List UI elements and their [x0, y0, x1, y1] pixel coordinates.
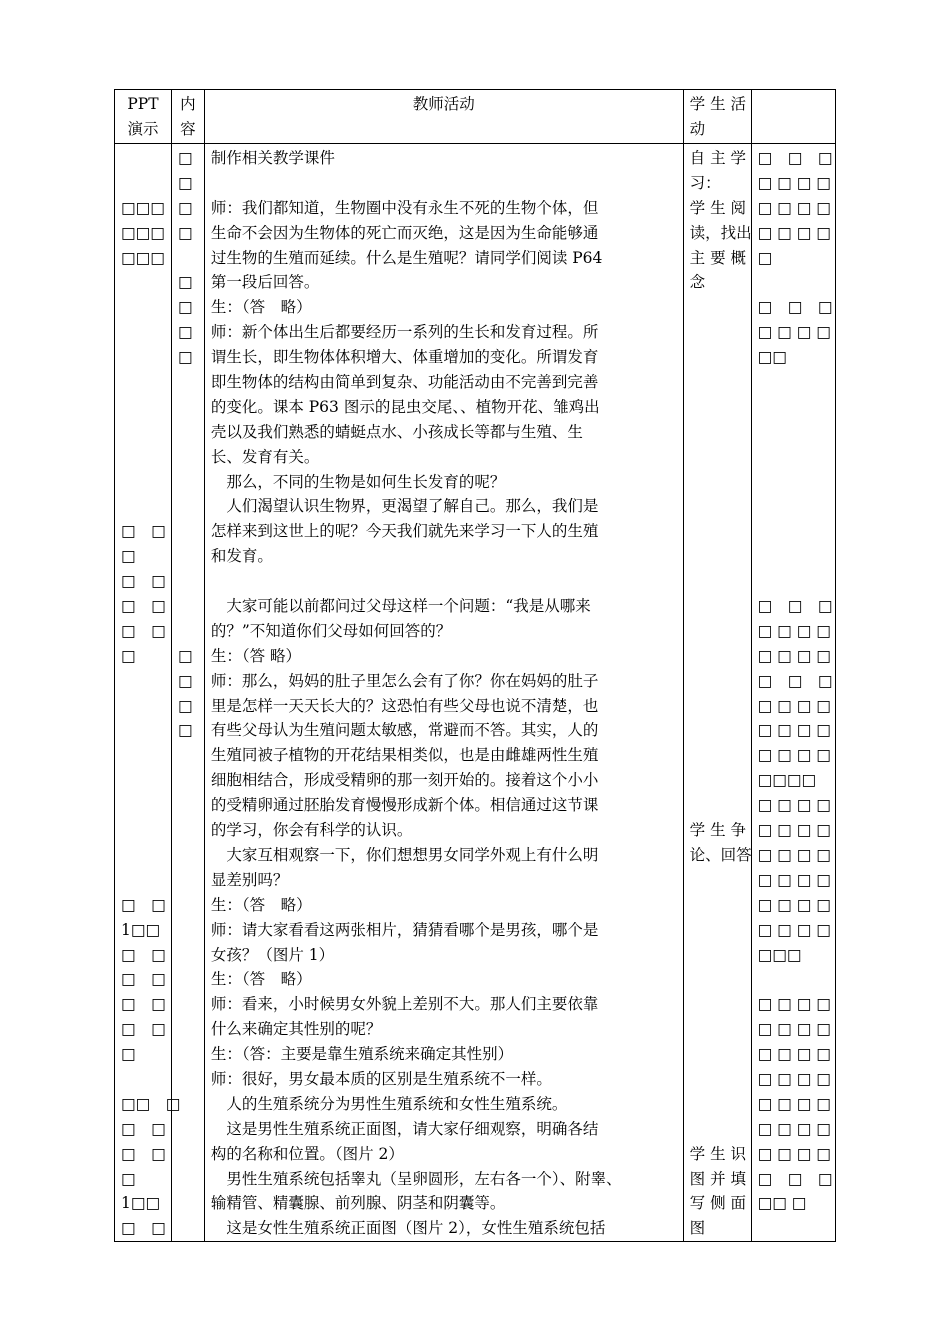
notes-cell-line: □ □ □ □	[757, 1094, 831, 1113]
notes-cell-line	[758, 395, 829, 420]
ppt-cell-line: □ □	[121, 522, 166, 541]
ppt-cell-line: □ □	[121, 597, 166, 616]
notes-cell-line: □ □ □ □	[757, 198, 831, 217]
content-cell-line: □	[177, 223, 193, 242]
ppt-cell-line	[121, 146, 165, 171]
notes-cell-line: □ □ □	[757, 149, 833, 167]
content-cell-line	[178, 594, 198, 619]
notes-cell-line: □ □ □ □	[757, 995, 831, 1014]
ppt-cell-line	[121, 843, 165, 868]
student-text-line	[690, 1092, 745, 1117]
teacher-activity-column	[204, 144, 683, 1242]
ppt-cell-line: □□□	[121, 223, 165, 242]
content-cell-line	[178, 519, 198, 544]
student-text-line	[690, 644, 745, 669]
student-text-line: 学 生 阅	[689, 198, 747, 217]
teacher-text-line: 女孩？（图片 1）	[210, 945, 335, 964]
content-cell-line	[178, 843, 198, 868]
content-cell-line	[178, 1092, 198, 1117]
teacher-text-line: 长、发育有关。	[210, 447, 320, 466]
ppt-cell-line: □ □	[121, 572, 166, 591]
notes-cell-line	[758, 544, 829, 569]
ppt-cell-line: □ □	[121, 945, 166, 964]
content-cell-line: □	[177, 646, 193, 665]
student-activity-column	[683, 144, 751, 1242]
ppt-column	[115, 144, 181, 1242]
student-text-line: 读，找出	[689, 223, 752, 242]
teacher-text-line: 生殖同被子植物的开花结果相类似，也是由雌雄两性生殖	[210, 746, 599, 765]
teacher-text-line: 男性生殖系统包括睾丸（呈卵圆形，左右各一个）、附睾、	[210, 1169, 622, 1188]
ppt-cell-line: □□□	[121, 248, 165, 267]
ppt-cell-line	[121, 718, 165, 743]
student-text-line	[690, 370, 745, 395]
content-cell-line	[178, 569, 198, 594]
student-text-line	[690, 594, 745, 619]
student-text-line	[690, 967, 745, 992]
ppt-cell-line	[121, 768, 165, 793]
teacher-text-line: 生：（答 略）	[210, 970, 312, 989]
content-cell-line	[178, 918, 198, 943]
student-text-line	[690, 718, 745, 743]
student-text-line: 图	[689, 1219, 706, 1238]
notes-cell-line: □ □ □ □	[757, 621, 831, 640]
notes-cell-line: □ □ □ □	[757, 1069, 831, 1088]
table-body-row	[115, 144, 836, 1242]
content-cell-line: □	[177, 149, 193, 167]
header-notes	[751, 90, 835, 144]
ppt-cell-line	[121, 420, 165, 445]
ppt-cell-line	[121, 669, 165, 694]
teacher-text-line: 过生物的生殖而延续。什么是生殖呢？请同学们阅读 P64	[210, 248, 603, 267]
student-text-line	[690, 694, 745, 719]
header-teacher-label: 教师活动	[412, 95, 475, 113]
teacher-text-line: 师：请大家看看这两张相片，猜猜看哪个是男孩，哪个是	[210, 920, 599, 939]
student-text-line	[690, 1117, 745, 1142]
notes-cell-line: □ □ □ □	[757, 323, 831, 342]
notes-cell-line: □ □ □	[757, 597, 833, 616]
notes-cell-line: □ □ □	[757, 1169, 833, 1188]
ppt-cell-line: □ □	[121, 1144, 166, 1163]
notes-cell-line: □ □ □ □	[757, 796, 831, 815]
notes-cell-line	[758, 370, 829, 395]
student-text-line: 论、回答	[689, 845, 752, 864]
header-ppt-label: PPT	[127, 95, 159, 113]
student-text-line	[690, 918, 745, 943]
content-cell-line	[178, 1117, 198, 1142]
ppt-cell-line	[121, 494, 165, 519]
ppt-cell-line	[121, 370, 165, 395]
notes-cell-line: □ □ □ □	[757, 821, 831, 840]
header-student-label-2: 动	[689, 119, 706, 138]
ppt-cell-line: □□ □	[121, 1094, 181, 1113]
teacher-text-line: 生：（答 略）	[210, 298, 312, 317]
student-text-line	[690, 494, 745, 519]
student-text-line	[690, 569, 745, 594]
ppt-cell-line	[121, 270, 165, 295]
content-cell-line	[178, 445, 198, 470]
ppt-cell-line: □ □	[121, 995, 166, 1014]
notes-cell-line: □□	[757, 348, 787, 367]
header-student-label-1: 学 生 活	[689, 95, 747, 113]
content-cell-line	[178, 619, 198, 644]
content-cell-line: □	[177, 173, 193, 192]
student-text-line	[690, 420, 745, 445]
ppt-cell-line	[121, 694, 165, 719]
notes-cell-line	[758, 1216, 829, 1241]
teacher-text-line	[211, 171, 677, 196]
ppt-cell-line	[121, 295, 165, 320]
student-text-line	[690, 1067, 745, 1092]
notes-cell-line: □ □ □ □	[757, 920, 831, 939]
notes-cell-line: □ □ □	[757, 671, 833, 690]
header-teacher-activity	[204, 90, 683, 144]
student-text-line	[690, 768, 745, 793]
teacher-text-line: 这是女性生殖系统正面图（图片 2），女性生殖系统包括	[210, 1219, 606, 1238]
ppt-cell-line	[121, 793, 165, 818]
notes-cell-line: □ □ □ □	[757, 173, 831, 192]
teacher-text-line: 显差别吗？	[210, 870, 289, 889]
teacher-text-line: 生：（答：主要是靠生殖系统来确定其性别）	[210, 1045, 514, 1064]
ppt-cell-line: □ □	[121, 1119, 166, 1138]
lesson-plan-table	[114, 89, 836, 1242]
teacher-text-line: 的学习，你会有科学的认识。	[210, 821, 413, 840]
notes-cell-line: □ □ □ □	[757, 646, 831, 665]
student-text-line: 图 并 填	[689, 1169, 747, 1188]
header-content-label-2: 容	[180, 119, 196, 138]
student-text-line: 写 侧 面	[689, 1194, 747, 1213]
student-text-line	[690, 345, 745, 370]
notes-cell-line: □ □ □ □	[757, 746, 831, 765]
ppt-cell-line: □ □	[121, 621, 166, 640]
student-text-line	[690, 519, 745, 544]
student-text-line	[690, 1042, 745, 1067]
teacher-text-line: 大家互相观察一下，你们想想男女同学外观上有什么明	[210, 845, 599, 864]
content-cell-line	[178, 743, 198, 768]
student-text-line: 念	[689, 273, 706, 292]
ppt-cell-line	[121, 868, 165, 893]
teacher-text-line: 生：（答 略）	[210, 895, 312, 914]
ppt-cell-line: □ □	[121, 1219, 166, 1238]
header-ppt-demo	[115, 90, 172, 144]
content-cell-line: □	[177, 323, 193, 342]
student-text-line	[690, 743, 745, 768]
teacher-text-line: 人的生殖系统分为男性生殖系统和女性生殖系统。	[210, 1094, 568, 1113]
notes-cell-line: □ □ □	[757, 298, 833, 317]
ppt-cell-line	[121, 445, 165, 470]
header-content-label-1: 内	[180, 95, 196, 113]
teacher-text-line: 人们渴望认识生物界，更渴望了解自己。那么，我们是	[210, 497, 599, 516]
teacher-text-line: 大家可能以前都问过父母这样一个问题：“我是从哪来	[210, 597, 591, 616]
teacher-text-line: 的受精卵通过胚胎发育慢慢形成新个体。相信通过这节课	[210, 796, 599, 815]
teacher-text-line: 第一段后回答。	[210, 273, 320, 292]
content-cell-line	[178, 1191, 198, 1216]
notes-cell-line	[758, 445, 829, 470]
teacher-text-line: 输精管、精囊腺、前列腺、阴茎和阴囊等。	[210, 1194, 506, 1213]
ppt-cell-line: □ □	[121, 1020, 166, 1039]
teacher-text-line: 师：那么，妈妈的肚子里怎么会有了你？你在妈妈的肚子	[210, 671, 599, 690]
content-cell-line: □	[177, 721, 193, 740]
teacher-text-line: 师：我们都知道，生物圈中没有永生不死的生物个体，但	[210, 198, 599, 217]
teacher-text-line: 的变化。课本 P63 图示的昆虫交尾、、植物开花、雏鸡出	[210, 397, 600, 416]
content-cell-line	[178, 967, 198, 992]
ppt-cell-line	[121, 171, 165, 196]
student-text-line	[690, 943, 745, 968]
content-cell-line	[178, 992, 198, 1017]
notes-cell-line	[758, 270, 829, 295]
ppt-cell-line	[121, 470, 165, 495]
content-cell-line: □	[177, 198, 193, 217]
notes-cell-line: □ □ □ □	[757, 1020, 831, 1039]
notes-cell-line	[758, 470, 829, 495]
content-cell-line	[178, 1017, 198, 1042]
header-demo-label: 演示	[127, 119, 159, 138]
teacher-text-line: 什么来确定其性别的呢？	[210, 1020, 382, 1039]
notes-column	[751, 144, 835, 1242]
ppt-cell-line	[121, 818, 165, 843]
notes-cell-line: □ □ □ □	[757, 895, 831, 914]
content-cell-line	[178, 544, 198, 569]
teacher-text-line: 这是男性生殖系统正面图，请大家仔细观察，明确各结	[210, 1119, 599, 1138]
notes-cell-line: □ □ □ □	[757, 1144, 831, 1163]
teacher-text-line	[211, 569, 677, 594]
notes-cell-line: □ □ □ □	[757, 870, 831, 889]
ppt-cell-line: □	[121, 1169, 136, 1188]
content-column	[171, 144, 204, 1242]
teacher-text-line: 生：（答 略）	[210, 646, 302, 665]
notes-cell-line	[758, 569, 829, 594]
notes-cell-line: □ □ □ □	[757, 696, 831, 715]
content-cell-line: □	[177, 298, 193, 317]
content-cell-line: □	[177, 348, 193, 367]
teacher-text-line: 壳以及我们熟悉的蜻蜓点水、小孩成长等都与生殖、生	[210, 422, 583, 441]
teacher-text-line: 和发育。	[210, 547, 273, 566]
teacher-text-line: 细胞相结合，形成受精卵的那一刻开始的。接着这个小小	[210, 771, 599, 790]
content-cell-line	[178, 1042, 198, 1067]
content-cell-line: □	[177, 273, 193, 292]
teacher-text-line: 有些父母认为生殖问题太敏感，常避而不答。其实，人的	[210, 721, 599, 740]
teacher-text-line: 里是怎样一天天长大的？这恐怕有些父母也说不清楚，也	[210, 696, 599, 715]
header-notes-label	[758, 92, 829, 117]
content-cell-line	[178, 893, 198, 918]
ppt-cell-line	[121, 395, 165, 420]
teacher-text-line: 师：新个体出生后都要经历一系列的生长和发育过程。所	[210, 323, 599, 342]
ppt-cell-line	[121, 743, 165, 768]
student-text-line	[690, 395, 745, 420]
content-cell-line: □	[177, 671, 193, 690]
content-cell-line	[178, 868, 198, 893]
teacher-text-line: 生命不会因为生物体的死亡而灭绝，这是因为生命能够通	[210, 223, 599, 242]
content-cell-line	[178, 246, 198, 271]
student-text-line: 习：	[689, 173, 721, 192]
student-text-line	[690, 320, 745, 345]
student-text-line	[690, 619, 745, 644]
notes-cell-line	[758, 967, 829, 992]
ppt-cell-line: □	[121, 646, 136, 665]
student-text-line: 自 主 学	[689, 149, 747, 167]
teacher-text-line: 那么，不同的生物是如何生长发育的呢？	[210, 472, 506, 491]
teacher-text-line: 谓生长，即生物体体积增大、体重增加的变化。所谓发育	[210, 348, 599, 367]
student-text-line	[690, 1017, 745, 1042]
student-text-line	[690, 445, 745, 470]
student-text-line	[690, 893, 745, 918]
content-cell-line	[178, 818, 198, 843]
notes-cell-line: □□□	[757, 945, 802, 964]
student-text-line	[690, 992, 745, 1017]
ppt-cell-line: 1□□	[121, 920, 161, 939]
teacher-text-line: 师：很好，男女最本质的区别是生殖系统不一样。	[210, 1069, 552, 1088]
content-cell-line	[178, 395, 198, 420]
ppt-cell-line: □	[121, 1045, 136, 1064]
teacher-text-line: 的？”不知道你们父母如何回答的？	[210, 621, 452, 640]
notes-cell-line: □ □ □ □	[757, 1119, 831, 1138]
content-cell-line	[178, 793, 198, 818]
content-cell-line	[178, 1067, 198, 1092]
student-text-line	[690, 868, 745, 893]
teacher-text-line: 构的名称和位置。（图片 2）	[210, 1144, 404, 1163]
notes-cell-line: □ □ □ □	[757, 845, 831, 864]
notes-cell-line: □ □ □ □	[757, 721, 831, 740]
ppt-cell-line: □	[121, 547, 136, 566]
student-text-line	[690, 470, 745, 495]
notes-cell-line: □	[757, 248, 773, 267]
notes-cell-line	[758, 420, 829, 445]
content-cell-line	[178, 768, 198, 793]
student-text-line	[690, 793, 745, 818]
student-text-line	[690, 669, 745, 694]
notes-cell-line	[758, 494, 829, 519]
student-text-line: 主 要 概	[689, 248, 747, 267]
header-student-activity	[683, 90, 751, 144]
notes-cell-line: □ □ □ □	[757, 223, 831, 242]
teacher-text-line: 即生物体的结构由简单到复杂、功能活动由不完善到完善	[210, 373, 599, 392]
content-cell-line	[178, 470, 198, 495]
ppt-cell-line: □□□	[121, 198, 165, 217]
notes-cell-line: □□ □	[757, 1194, 807, 1213]
student-text-line	[690, 295, 745, 320]
ppt-cell-line	[121, 345, 165, 370]
student-text-line: 学 生 争	[689, 821, 747, 840]
content-cell-line	[178, 1216, 198, 1241]
teacher-text-line: 怎样来到这世上的呢？今天我们就先来学习一下人的生殖	[210, 522, 599, 541]
content-cell-line	[178, 1167, 198, 1192]
ppt-cell-line	[121, 1067, 165, 1092]
notes-cell-line: □ □ □ □	[757, 1045, 831, 1064]
student-text-line	[690, 544, 745, 569]
content-cell-line	[178, 494, 198, 519]
ppt-cell-line	[121, 320, 165, 345]
ppt-cell-line: □ □	[121, 970, 166, 989]
content-cell-line	[178, 1142, 198, 1167]
table-header-row	[115, 90, 836, 144]
header-content	[171, 90, 204, 144]
ppt-cell-line: □ □	[121, 895, 166, 914]
student-text-line: 学 生 识	[689, 1144, 747, 1163]
notes-cell-line: □□□□	[757, 771, 817, 790]
ppt-cell-line: 1□□	[121, 1194, 161, 1213]
content-cell-line	[178, 943, 198, 968]
notes-cell-line	[758, 519, 829, 544]
teacher-text-line: 师：看来，小时候男女外貌上差别不大。那人们主要依靠	[210, 995, 599, 1014]
teacher-text-line: 制作相关教学课件	[210, 149, 335, 167]
content-cell-line: □	[177, 696, 193, 715]
content-cell-line	[178, 370, 198, 395]
content-cell-line	[178, 420, 198, 445]
